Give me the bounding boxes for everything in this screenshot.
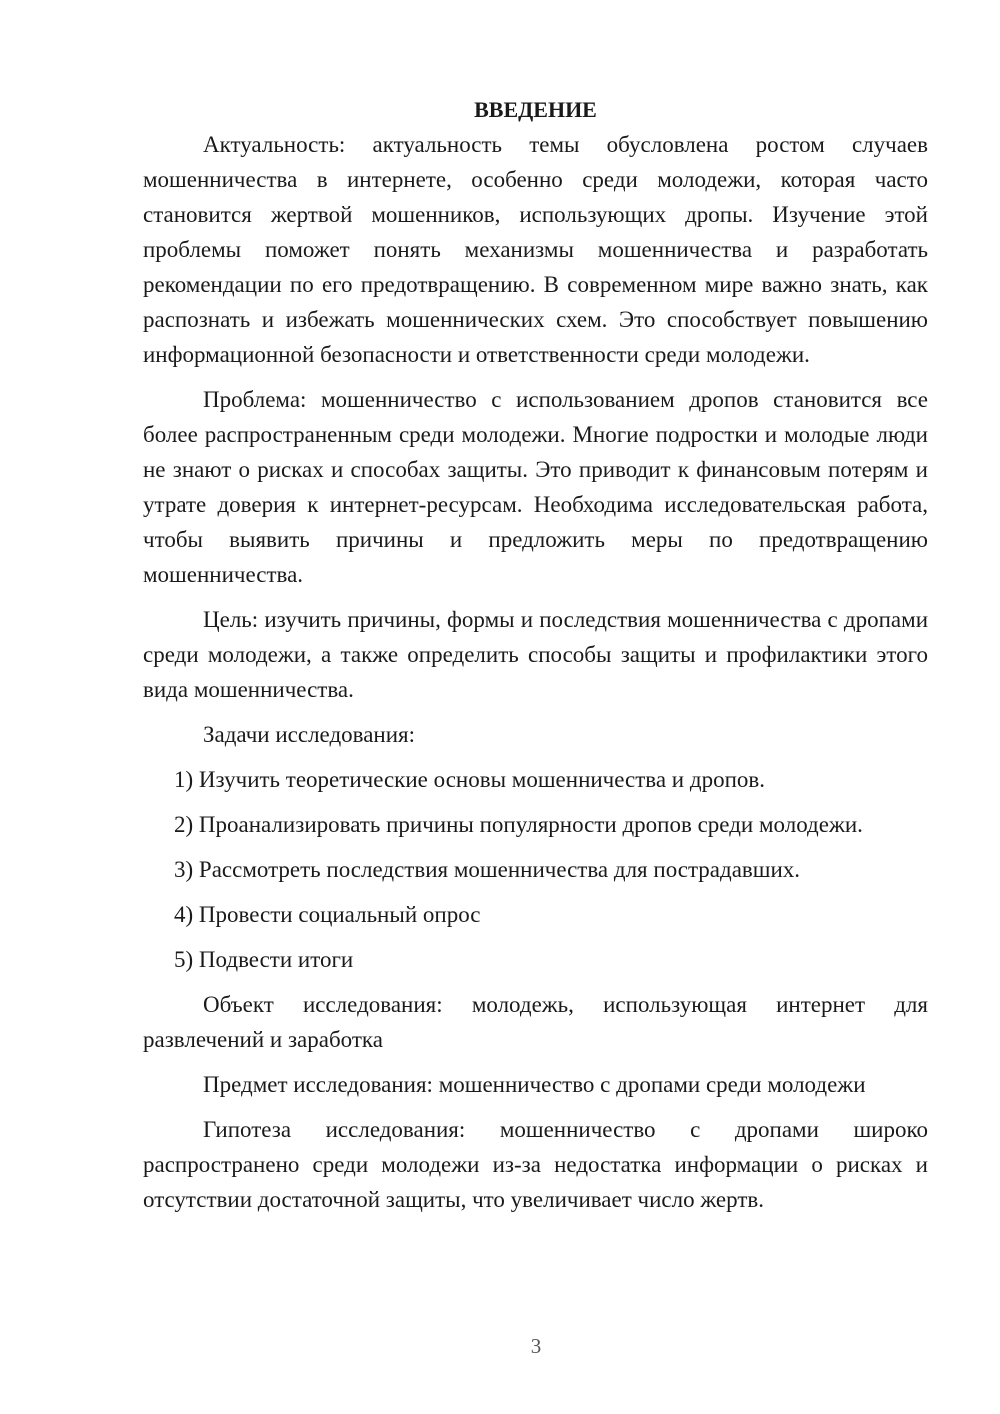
relevance-paragraph: Актуальность: актуальность темы обусловлена ростом случаев мошенничества в интернете, особенно среди молодежи, которая часто становится жертвой мошенников, использующих дропы. Изучение этой проблемы поможет понять механизмы мошенничества и разработать рекомендации по его предотвращению. В современном мире важно знать, как распознать и избежать мошеннических схем. Это способствует повышению информационной безопасности и ответственности среди молодежи. — [143, 132, 928, 367]
task-number: 5) — [174, 947, 194, 972]
goal-paragraph: Цель: изучить причины, формы и последствия мошенничества с дропами среди молодежи, а также определить способы защиты и профилактики этого вида мошенничества. — [143, 607, 928, 702]
task-number: 1) — [174, 767, 194, 792]
task-item — [143, 852, 928, 887]
page-title: ВВЕДЕНИЕ — [474, 97, 597, 122]
task-text: Провести социальный опрос — [198, 902, 481, 927]
page-number: 3 — [530, 1334, 542, 1358]
problem-paragraph: Проблема: мошенничество с использованием дропов становится все более распространенным среди молодежи. Многие подростки и молодые люди не знают о рисках и способах защиты. Это приводит к финансовым потерям и утрате доверия к интернет-ресурсам. Необходима исследовательская работа, чтобы выявить причины и предложить меры по предотвращению мошенничества. — [143, 387, 928, 587]
task-number: 2) — [174, 812, 194, 837]
task-item — [143, 897, 928, 932]
subject-paragraph: Предмет исследования: мошенничество с дропами среди молодежи — [203, 1072, 866, 1097]
task-number: 4) — [174, 902, 194, 927]
tasks-heading: Задачи исследования: — [203, 722, 416, 747]
task-text: Подвести итоги — [198, 947, 354, 972]
task-number: 3) — [174, 857, 194, 882]
task-item — [143, 807, 928, 842]
page-content — [143, 92, 928, 1227]
object-paragraph: Объект исследования: молодежь, использующая интернет для развлечений и заработка — [143, 992, 928, 1052]
hypothesis-paragraph: Гипотеза исследования: мошенничество с дропами широко распространено среди молодежи из-за недостатка информации о рисках и отсутствии достаточной защиты, что увеличивает число жертв. — [143, 1117, 928, 1212]
task-item — [143, 942, 928, 977]
task-text: Проанализировать причины популярности дропов среди молодежи. — [198, 812, 863, 837]
task-item — [143, 762, 928, 797]
task-text: Изучить теоретические основы мошенничества и дропов. — [198, 767, 765, 792]
task-text: Рассмотреть последствия мошенничества для пострадавших. — [198, 857, 801, 882]
